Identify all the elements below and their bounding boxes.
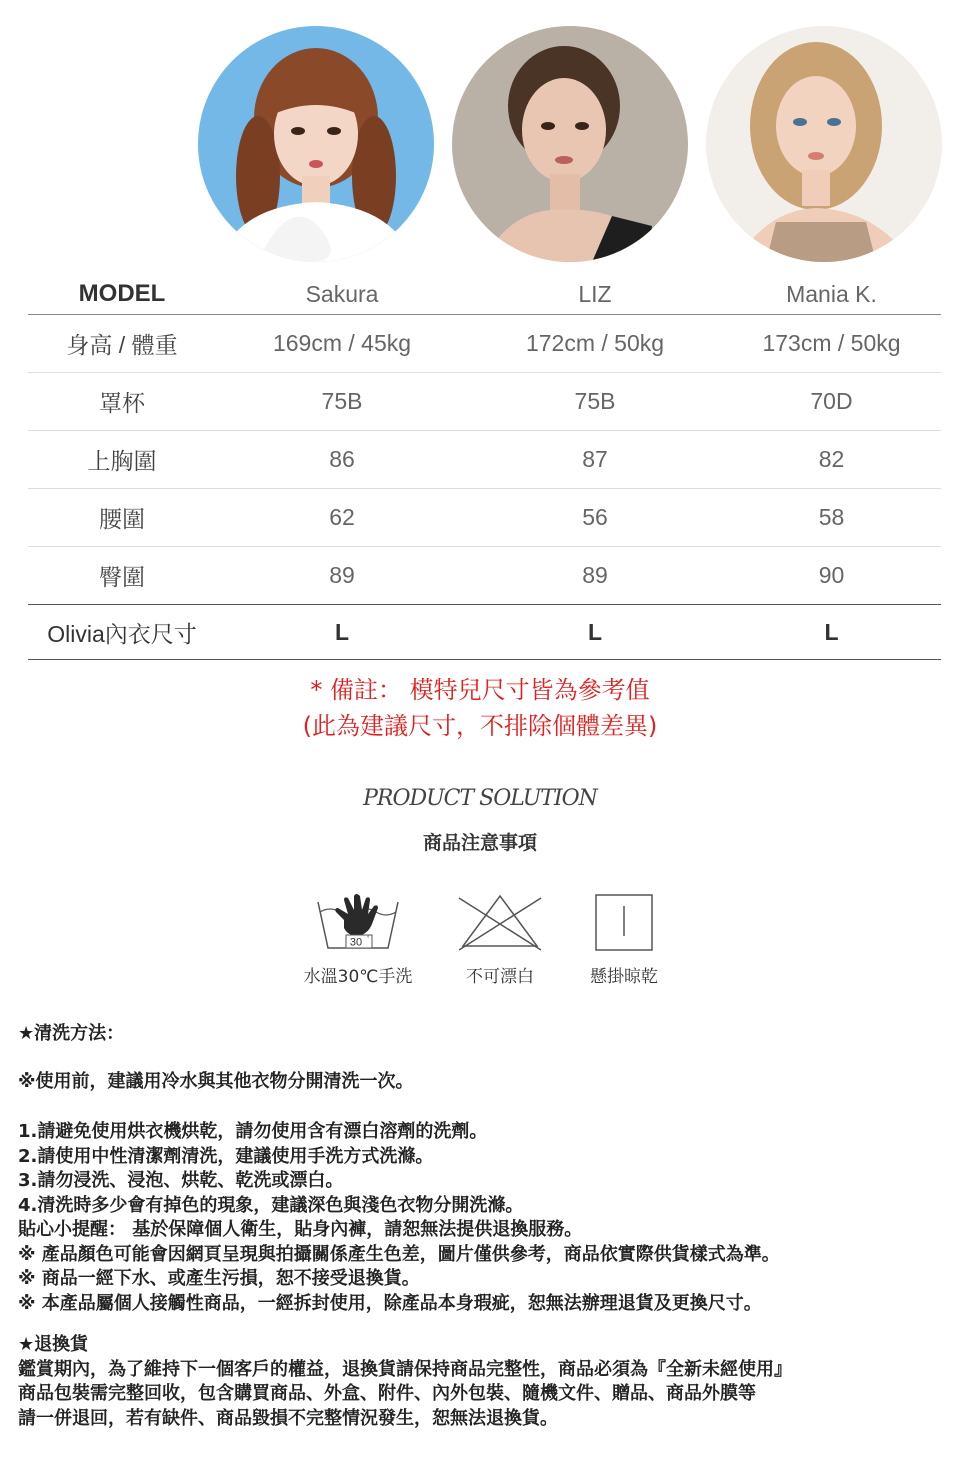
- care-item-no-bleach: [448, 890, 552, 987]
- washing-heading: ★清洗方法：: [18, 1023, 125, 1044]
- section-title: PRODUCT SOLUTION: [363, 786, 597, 811]
- list-item: 2.請使用中性清潔劑清洗，建議使用手洗方式洗滌。: [18, 1145, 434, 1167]
- table-row: [28, 315, 941, 373]
- hang-dry-icon: [593, 890, 655, 952]
- list-item: ※ 產品顏色可能會因網頁呈現與拍攝關係產生色差，圖片僅供參考，商品依實際供貨樣式為準。: [18, 1243, 780, 1265]
- returns-line: 請一併退回，若有缺件、商品毀損不完整情況發生，恕無法退換貨。: [18, 1407, 558, 1429]
- table-cell: 89: [468, 547, 722, 605]
- model-name: Mania K.: [722, 262, 941, 315]
- table-row: [28, 489, 941, 547]
- row-label: 臀圍: [28, 547, 216, 605]
- table-cell: 87: [468, 431, 722, 489]
- list-item: 1.請避免使用烘衣機烘乾，請勿使用含有漂白溶劑的洗劑。: [18, 1121, 488, 1142]
- table-cell: 172cm / 50kg: [468, 315, 722, 373]
- care-caption: 水溫30℃手洗: [303, 967, 413, 987]
- row-label: Olivia內衣尺寸: [28, 605, 216, 660]
- table-cell: 58: [722, 489, 941, 547]
- model-photo-mania: [706, 26, 942, 262]
- care-caption: 不可漂白: [466, 967, 534, 987]
- olivia-size-row: [28, 605, 941, 660]
- row-label: 上胸圍: [28, 431, 216, 489]
- table-header-row: [28, 262, 941, 315]
- washing-heading-block: [18, 1022, 948, 1047]
- size-value: L: [216, 605, 468, 660]
- table-cell: 75B: [216, 373, 468, 431]
- size-value: L: [468, 605, 722, 660]
- list-item: 貼心小提醒： 基於保障個人衛生，貼身內褲，請恕無法提供退換服務。: [18, 1219, 583, 1240]
- list-item: 4.清洗時多少會有掉色的現象，建議深色與淺色衣物分開洗滌。: [18, 1194, 524, 1216]
- care-caption: 懸掛晾乾: [590, 967, 658, 987]
- returns-line: 商品包裝需完整回收，包含購買商品、外盒、附件、內外包裝、隨機文件、贈品、商品外膜等: [18, 1383, 756, 1404]
- returns-heading: ★退換貨: [18, 1334, 89, 1355]
- row-label: 腰圍: [28, 489, 216, 547]
- row-label: 身高 / 體重: [28, 315, 216, 373]
- list-item: 3.請勿浸洗、浸泡、烘乾、乾洗或漂白。: [18, 1170, 344, 1191]
- returns-block: [18, 1333, 948, 1431]
- washing-pre-note: ※使用前，建議用冷水與其他衣物分開清洗一次。: [18, 1071, 414, 1092]
- model-name: Sakura: [216, 262, 468, 315]
- table-row: [28, 547, 941, 605]
- care-item-hang-dry: [578, 890, 670, 987]
- table-cell: 169cm / 45kg: [216, 315, 468, 373]
- wash-temp-label: 30: [349, 936, 363, 949]
- table-cell: 86: [216, 431, 468, 489]
- table-cell: 82: [722, 431, 941, 489]
- section-subtitle: 商品注意事項: [422, 832, 537, 854]
- degree-mark: °: [367, 936, 370, 942]
- no-bleach-icon: [455, 890, 545, 952]
- table-cell: 62: [216, 489, 468, 547]
- model-photo-sakura: [198, 26, 434, 262]
- returns-line: 鑑賞期內，為了維持下一個客戶的權益，退換貨請保持商品完整性，商品必須為『全新未經使用』: [18, 1358, 792, 1380]
- table-cell: 56: [468, 489, 722, 547]
- size-value: L: [722, 605, 941, 660]
- washing-pre-note-block: [18, 1070, 948, 1095]
- table-cell: 75B: [468, 373, 722, 431]
- table-cell: 70D: [722, 373, 941, 431]
- hand-wash-icon: [314, 890, 402, 952]
- size-note-detail: (此為建議尺寸，不排除個體差異): [302, 712, 658, 740]
- list-item: ※ 商品一經下水、或產生污損，恕不接受退換貨。: [18, 1268, 420, 1289]
- list-item: ※ 本產品屬個人接觸性商品，一經拆封使用，除產品本身瑕疵，恕無法辦理退貨及更換尺寸。: [18, 1292, 762, 1314]
- model-name: LIZ: [468, 262, 722, 315]
- washing-list: [18, 1120, 948, 1316]
- table-row: [28, 431, 941, 489]
- size-note: * 備註： 模特兒尺寸皆為參考值: [310, 676, 650, 704]
- table-row: [28, 373, 941, 431]
- care-item-hand-wash: [296, 890, 420, 987]
- table-cell: 89: [216, 547, 468, 605]
- table-cell: 173cm / 50kg: [722, 315, 941, 373]
- model-photo-liz: [452, 26, 688, 262]
- model-header-label: MODEL: [28, 262, 216, 315]
- model-size-table: [28, 262, 941, 660]
- table-cell: 90: [722, 547, 941, 605]
- row-label: 罩杯: [28, 373, 216, 431]
